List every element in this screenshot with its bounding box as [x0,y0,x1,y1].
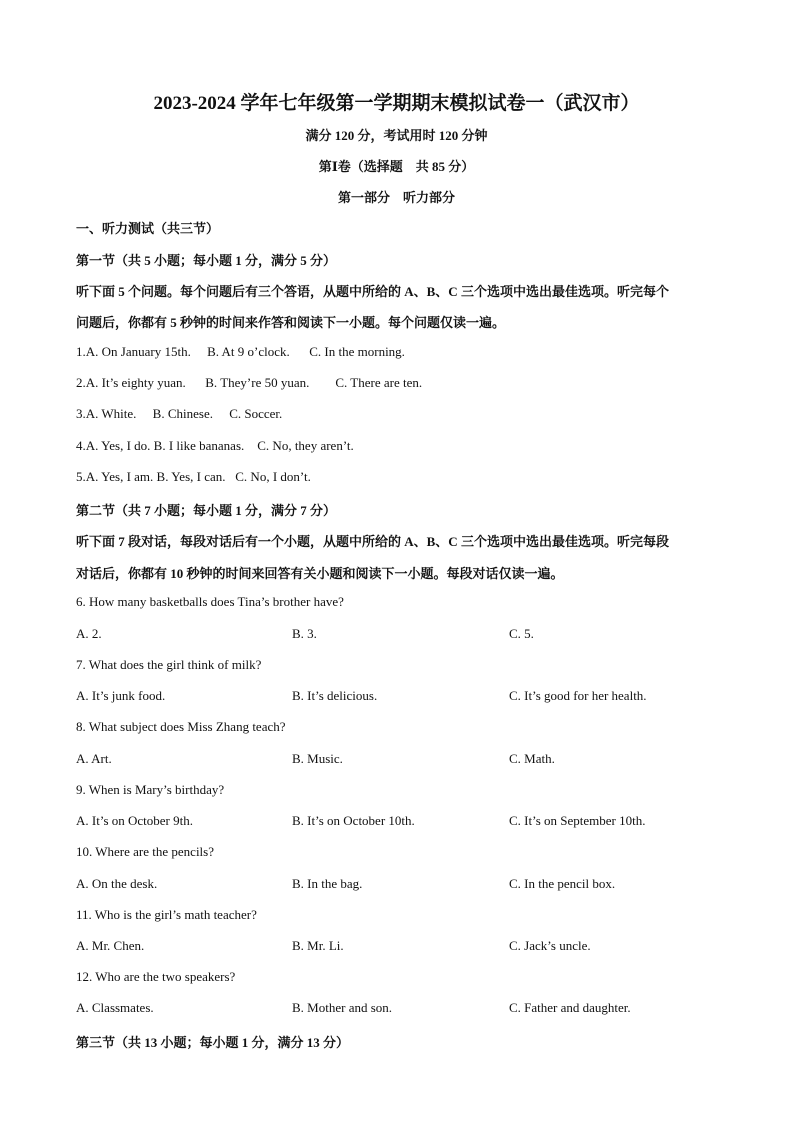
q10-option-b: B. In the bag. [292,876,363,891]
question-5: 5.A. Yes, I am. B. Yes, I can. C. No, I don’t. [76,469,311,484]
q9-option-a: A. It’s on October 9th. [76,813,193,828]
q7-option-a: A. It’s junk food. [76,688,166,703]
question-1: 1.A. On January 15th. B. At 9 o’clock. C. In the morning. [76,344,405,359]
q10-option-c: C. In the pencil box. [509,876,616,891]
part-heading: 第一部分 听力部分 [337,190,455,205]
sec1-instruction-line-1: 听下面 5 个问题。每个问题后有三个答语，从题中所给的 A、B、C 三个选项中选出最佳选项。听完每个 [76,284,669,299]
q11-option-a: A. Mr. Chen. [76,938,145,953]
sec2-instruction-line-1: 听下面 7 段对话，每段对话后有一个小题，从题中所给的 A、B、C 三个选项中选出最佳选项。听完每段 [76,534,669,549]
q10-option-a: A. On the desk. [76,876,158,891]
sec2-instruction-line-2: 对话后，你都有 10 秒钟的时间来回答有关小题和阅读下一小题。每段对话仅读一遍。 [76,566,564,581]
question-8: 8. What subject does Miss Zhang teach? [76,719,286,734]
q6-option-a: A. 2. [76,626,102,641]
q6-option-c: C. 5. [509,626,534,641]
question-3: 3.A. White. B. Chinese. C. Soccer. [76,406,283,421]
exam-title: 2023-2024 学年七年级第一学期期末模拟试卷一（武汉市） [153,93,640,114]
q8-option-c: C. Math. [509,751,555,766]
q12-option-b: B. Mother and son. [292,1000,393,1015]
q7-option-b: B. It’s delicious. [292,688,378,703]
question-6: 6. How many basketballs does Tina’s brother have? [76,594,344,609]
q6-option-b: B. 3. [292,626,317,641]
question-11: 11. Who is the girl’s math teacher? [76,907,257,922]
score-time-note: 满分 120 分，考试用时 120 分钟 [305,128,488,143]
q11-option-c: C. Jack’s uncle. [509,938,591,953]
q9-option-c: C. It’s on September 10th. [509,813,646,828]
q8-option-b: B. Music. [292,751,343,766]
sec2-heading: 第二节（共 7 小题；每小题 1 分，满分 7 分） [76,503,337,518]
q11-option-b: B. Mr. Li. [292,938,344,953]
q7-option-c: C. It’s good for her health. [509,688,647,703]
question-4: 4.A. Yes, I do. B. I like bananas. C. No, they aren’t. [76,438,354,453]
q12-option-c: C. Father and daughter. [509,1000,631,1015]
section-heading: 一、听力测试（共三节） [76,221,220,236]
question-9: 9. When is Mary’s birthday? [76,782,225,797]
sec1-instruction-line-2: 问题后，你都有 5 秒钟的时间来作答和阅读下一小题。每个问题仅读一遍。 [76,315,506,330]
q9-option-b: B. It’s on October 10th. [292,813,415,828]
q8-option-a: A. Art. [76,751,112,766]
question-2: 2.A. It’s eighty yuan. B. They’re 50 yuan. C. There are ten. [76,375,423,390]
sec1-heading: 第一节（共 5 小题；每小题 1 分，满分 5 分） [76,253,337,268]
q12-option-a: A. Classmates. [76,1000,154,1015]
question-10: 10. Where are the pencils? [76,844,214,859]
volume-heading: 第Ⅰ卷（选择题 共 85 分） [318,159,475,174]
question-12: 12. Who are the two speakers? [76,969,236,984]
sec3-heading: 第三节（共 13 小题；每小题 1 分，满分 13 分） [76,1035,350,1050]
question-7: 7. What does the girl think of milk? [76,657,262,672]
